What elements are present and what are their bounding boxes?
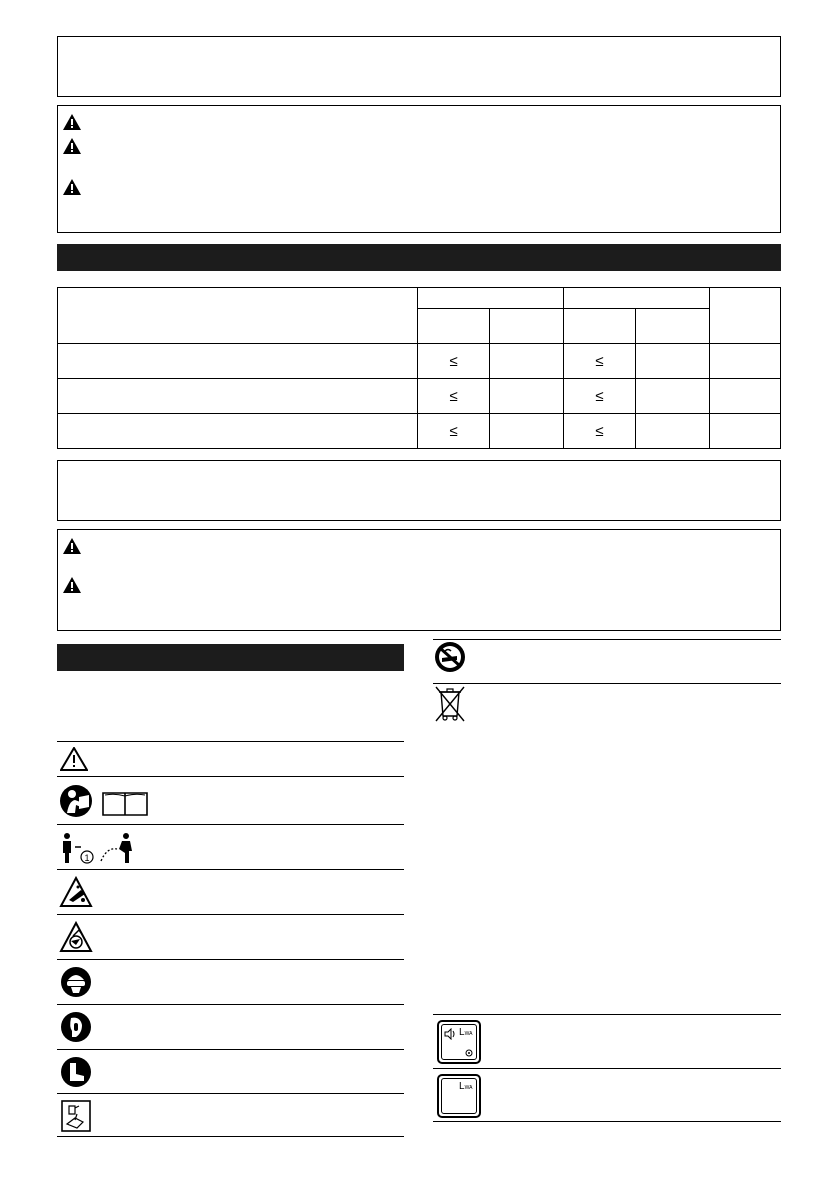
read-manual-icon <box>59 783 149 819</box>
table-cell <box>709 379 780 414</box>
table-row <box>58 344 781 379</box>
spec-table <box>57 287 781 449</box>
less-equal-sign: ≤ <box>449 352 458 370</box>
symbol-row <box>57 1093 404 1137</box>
table-row <box>58 379 781 414</box>
table-header-cell <box>709 288 780 344</box>
table-subheader-cell <box>636 309 709 344</box>
warning-triangle-icon <box>63 114 81 130</box>
table-header-row <box>58 288 781 309</box>
symbol-row <box>433 1068 781 1122</box>
speaker-icon <box>444 1028 456 1040</box>
symbol-row <box>433 683 781 733</box>
table-cell <box>490 379 563 414</box>
table-cell <box>563 414 636 449</box>
sound-power-label-icon <box>437 1020 481 1064</box>
table-cell <box>417 379 490 414</box>
table-header-cell <box>563 288 709 309</box>
ear-icon <box>465 1049 473 1058</box>
warning-triangle-icon <box>63 138 81 154</box>
warning-triangle-icon <box>63 179 81 195</box>
table-cell <box>417 414 490 449</box>
symbol-row <box>57 959 404 1004</box>
notice-box-middle <box>57 460 781 521</box>
table-cell <box>636 379 709 414</box>
warning-box-middle <box>57 529 781 631</box>
table-row-label <box>58 414 418 449</box>
less-equal-sign: ≤ <box>449 387 458 405</box>
symbol-row <box>57 914 404 959</box>
table-cell <box>636 414 709 449</box>
refuel-icon <box>61 1100 91 1132</box>
notice-box-top <box>57 36 781 97</box>
warning-triangle-icon <box>60 747 88 771</box>
symbol-row <box>57 824 404 869</box>
table-subheader-cell <box>490 309 563 344</box>
table-cell <box>490 414 563 449</box>
symbol-row <box>57 741 404 776</box>
svg-text:1: 1 <box>84 853 90 863</box>
sound-power-label-blank-icon <box>437 1074 481 1118</box>
thrown-objects-icon <box>59 876 93 908</box>
table-cell <box>417 344 490 379</box>
table-cell <box>709 414 780 449</box>
eye-protection-icon <box>60 966 92 998</box>
warning-triangle-icon <box>63 538 81 554</box>
symbol-row <box>57 869 404 914</box>
table-subheader-cell <box>417 309 490 344</box>
lwa-label: LWA <box>459 1027 473 1038</box>
less-equal-sign: ≤ <box>595 387 604 405</box>
wheelie-bin-crossed-icon <box>433 684 467 724</box>
symbol-row <box>433 639 781 683</box>
warning-triangle-icon <box>63 577 81 593</box>
table-cell <box>636 344 709 379</box>
boots-icon <box>60 1056 92 1088</box>
section-bar-top <box>57 244 781 271</box>
less-equal-sign: ≤ <box>595 422 604 440</box>
symbol-row <box>57 776 404 824</box>
less-equal-sign: ≤ <box>449 422 458 440</box>
kickback-icon <box>59 921 93 953</box>
symbol-row <box>57 1049 404 1093</box>
table-cell <box>709 344 780 379</box>
ear-protection-icon <box>60 1011 92 1043</box>
keep-distance-icon <box>59 831 139 865</box>
symbol-row <box>57 1004 404 1049</box>
table-cell <box>490 344 563 379</box>
less-equal-sign: ≤ <box>595 352 604 370</box>
section-bar-symbols <box>57 644 404 671</box>
table-cell <box>563 379 636 414</box>
table-header-cell <box>58 288 418 344</box>
symbols-intro <box>57 680 404 735</box>
table-row-label <box>58 379 418 414</box>
table-subheader-cell <box>563 309 636 344</box>
no-smoking-icon <box>433 640 467 674</box>
warning-box-top <box>57 105 781 233</box>
table-row-label <box>58 344 418 379</box>
symbol-row <box>433 1014 781 1068</box>
table-row <box>58 414 781 449</box>
lwa-label: LWA <box>459 1081 473 1092</box>
table-cell <box>563 344 636 379</box>
table-header-cell <box>417 288 563 309</box>
